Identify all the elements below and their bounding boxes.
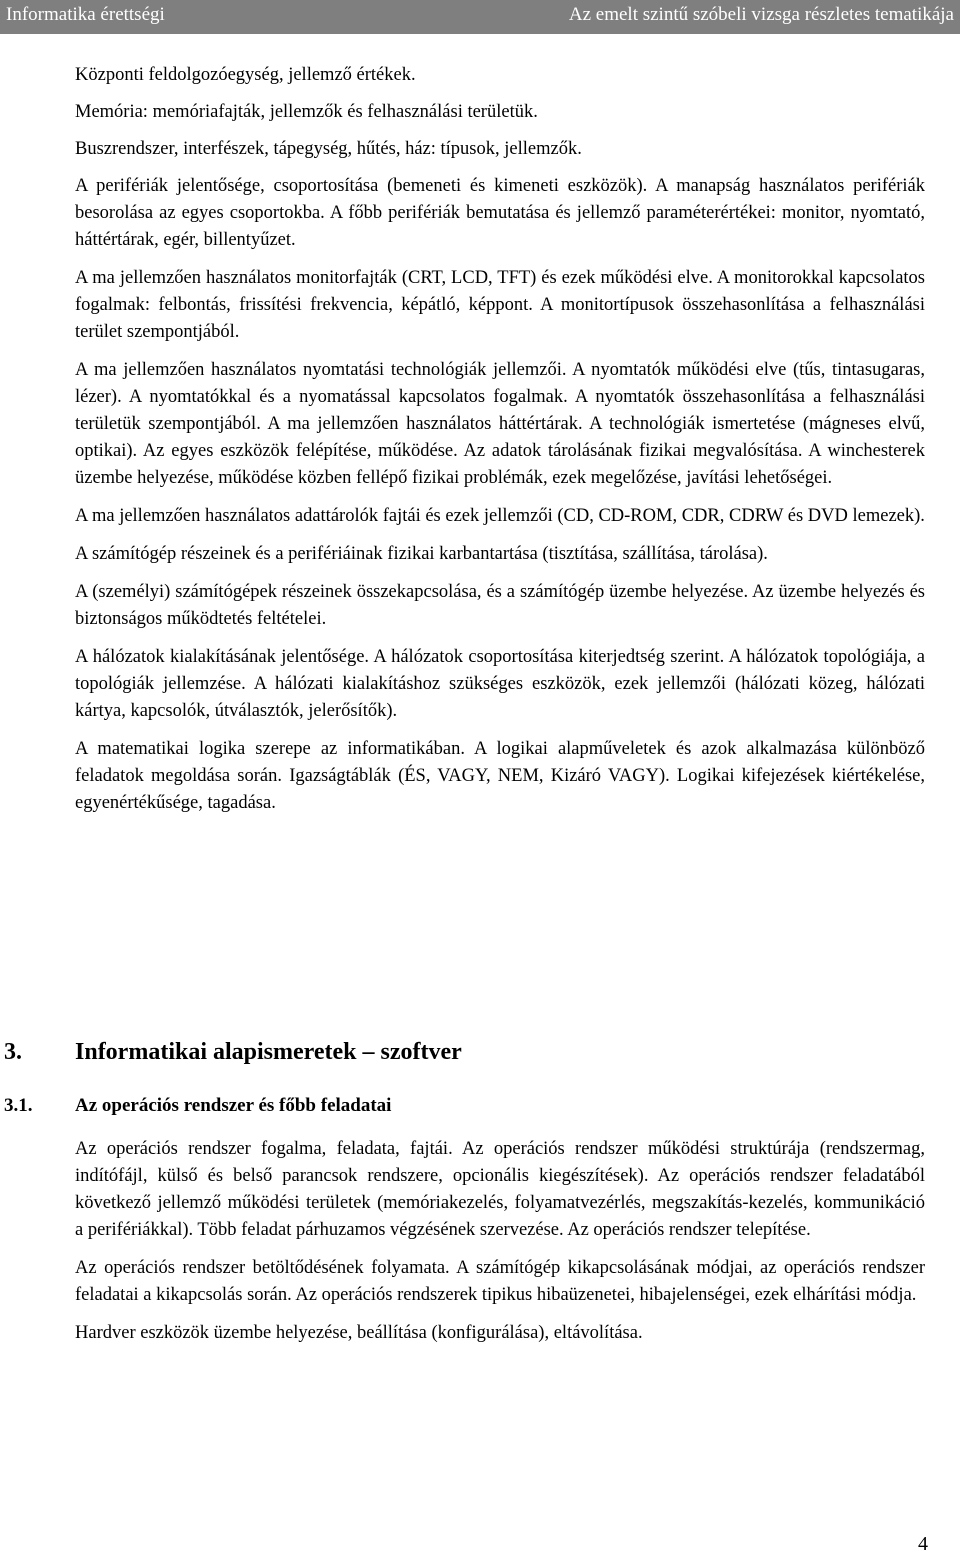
paragraph-maintenance: A számítógép részeinek és a perifériáinak fizikai karbantartása (tisztítása, szállítása, tárolása).: [75, 544, 768, 564]
section-title: Informatikai alapismeretek – szoftver: [75, 1039, 462, 1065]
subsection-title: Az operációs rendszer és főbb feladatai: [75, 1095, 392, 1116]
header-right-title: Az emelt szintű szóbeli vizsga részletes tematikája: [568, 4, 954, 25]
body-text-part2: [75, 1136, 925, 1358]
paragraph-assembly: A (személyi) számítógépek részeinek összekapcsolása, és a számítógép üzembe helyezése. Az üzembe helyezés és biztonságos működtetés feltételei.: [75, 582, 925, 629]
paragraph-os-concept: Az operációs rendszer fogalma, feladata, fajtái. Az operációs rendszer működési struktúrája (rendszermag, indítófájl, külső és belső parancsok rendszere, opcionális kiegészítések). Az operációs rendszer feladatából következő jellemző működési területek (memóriakezelés, folyamatvezérlés, megszakítás-kezelés, kommunikáció a perifériákkal). Több feladat párhuzamos végzésének szervezése. Az operációs rendszer telepítése.: [75, 1139, 925, 1240]
paragraph-printers-storage: A ma jellemzően használatos nyomtatási technológiák jellemzői. A nyomtatók működési elve (tűs, tintasugaras, lézer). A nyomtatókkal és a nyomatással kapcsolatos fogalmak. A nyomtatók összehasonlítása a felhasználási területük szempontjából. A ma jellemzően használatos háttértárak. A technológiák ismertetése (mágneses elvű, optikai). Az egyes eszközök felépítése, működése. Az adatok tárolásának fizikai megvalósítása. A winchesterek üzembe helyezése, működése közben fellépő fizikai problémák, ezek megelőzése, javítási lehetőségei.: [75, 360, 925, 488]
paragraph-networks: A hálózatok kialakításának jelentősége. A hálózatok csoportosítása kiterjedtség szerint. A hálózatok topológiája, a topológiák jellemzése. A hálózati kialakításhoz szükséges eszközök, ezek jellemzői (hálózati közeg, hálózati kártya, kapcsolók, útválasztók, jelerősítők).: [75, 647, 925, 721]
body-text-part1: [75, 62, 925, 828]
paragraph-bus: Buszrendszer, interfészek, tápegység, hűtés, ház: típusok, jellemzők.: [75, 139, 582, 159]
paragraph-storage-media: A ma jellemzően használatos adattárolók fajtái és ezek jellemzői (CD, CD-ROM, CDR, CDRW és DVD lemezek).: [75, 506, 925, 526]
paragraph-hardware-setup: Hardver eszközök üzembe helyezése, beállítása (konfigurálása), eltávolítása.: [75, 1323, 643, 1343]
page-number: 4: [918, 1533, 928, 1555]
page-header: [0, 0, 960, 34]
paragraph-logic: A matematikai logika szerepe az informatikában. A logikai alapműveletek és azok alkalmazása különböző feladatok megoldása során. Igazságtáblák (ÉS, VAGY, NEM, Kizáró VAGY). Logikai kifejezések kiértékelése, egyenértékűsége, tagadása.: [75, 739, 925, 813]
paragraph-peripherals: A perifériák jelentősége, csoportosítása (bemeneti és kimeneti eszközök). A manapság használatos perifériák besorolása az egyes csoportokba. A főbb perifériák bemutatása és jellemző paraméterértékei: monitor, nyomtató, háttértárak, egér, billentyűzet.: [75, 176, 925, 250]
header-left-title: Informatika érettségi: [6, 4, 165, 25]
paragraph-memory: Memória: memóriafajták, jellemzők és felhasználási területük.: [75, 102, 538, 122]
subsection-number: 3.1.: [4, 1095, 33, 1116]
paragraph-monitors: A ma jellemzően használatos monitorfajták (CRT, LCD, TFT) és ezek működési elve. A monitorokkal kapcsolatos fogalmak: felbontás, frissítési frekvencia, képátló, képpont. A monitortípusok összehasonlítása a felhasználási terület szempontjából.: [75, 268, 925, 342]
paragraph-os-boot: Az operációs rendszer betöltődésének folyamata. A számítógép kikapcsolásának módjai, az operációs rendszer feladatai a kikapcsolás során. Az operációs rendszerek tipikus hibaüzenetei, hibajelenségei, ezek elhárítási módja.: [75, 1258, 925, 1305]
paragraph-cpu: Központi feldolgozóegység, jellemző értékek.: [75, 65, 416, 85]
section-number: 3.: [4, 1039, 22, 1065]
